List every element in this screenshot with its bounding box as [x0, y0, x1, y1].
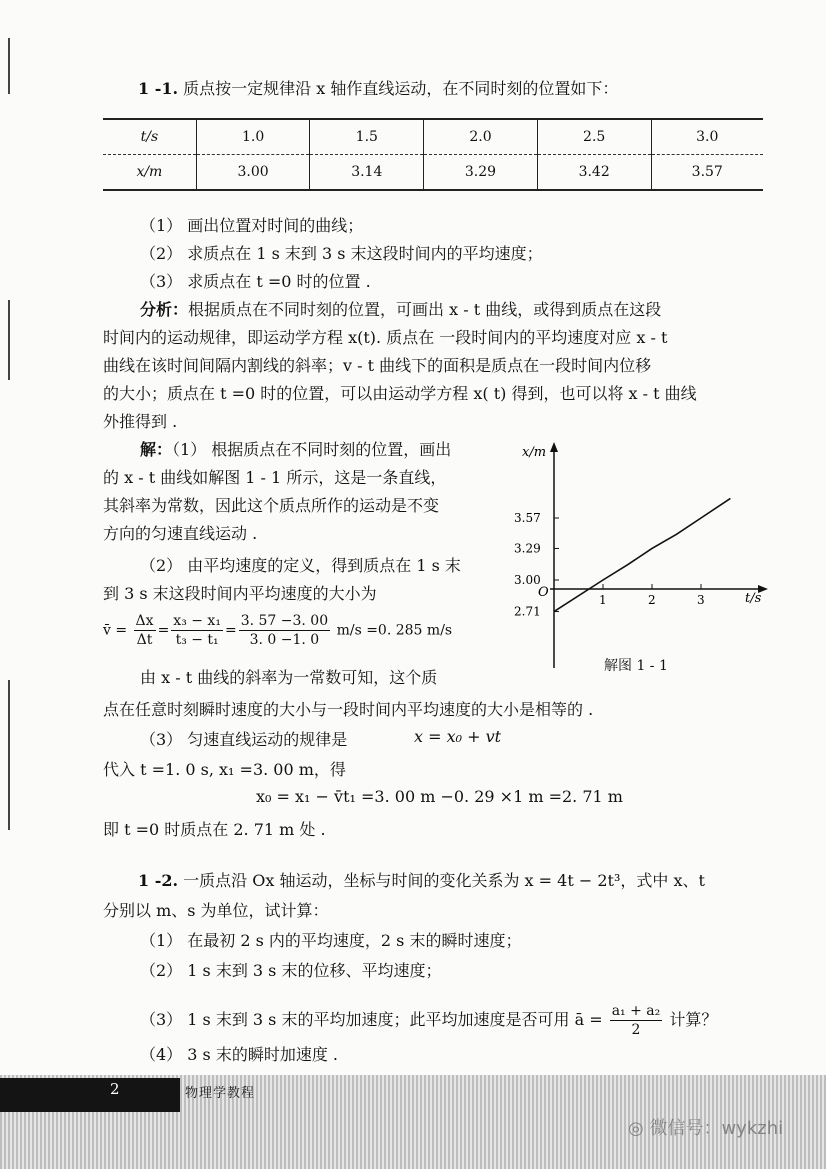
analysis-line-4: 的大小；质点在 t =0 时的位置，可以由运动学方程 x( t) 得到，也可以将 x - t 曲线 [103, 384, 697, 403]
table-cell: t/s [103, 119, 196, 155]
p2-question-1: （1） 在最初 2 s 内的平均速度，2 s 末的瞬时速度； [140, 931, 522, 950]
analysis-line-3: 曲线在该时间间隔内割线的斜率；v - t 曲线下的面积是质点在一段时间内位移 [103, 356, 652, 375]
x-tick-label: 3 [697, 593, 705, 607]
table-row [103, 155, 763, 191]
y-tick-label: 3.29 [514, 541, 541, 556]
analysis-label: 分析： [140, 300, 189, 319]
table-cell: 2.0 [424, 119, 538, 155]
fraction [171, 612, 223, 649]
y-tick-label: 2.71 [514, 604, 541, 619]
table-cell: 3.00 [196, 155, 310, 191]
scan-margin-mark [8, 300, 10, 380]
position-table [103, 118, 763, 191]
conclusion: 即 t =0 时质点在 2. 71 m 处 . [103, 820, 326, 839]
book-title-footer: 物理学教程 [185, 1086, 256, 1101]
p2-question-3-text: （3） 1 s 末到 3 s 末的平均加速度；此平均加速度是否可用 ā = [140, 1010, 603, 1029]
problem-1-statement: 质点按一定规律沿 x 轴作直线运动，在不同时刻的位置如下： [183, 79, 619, 98]
fraction [610, 1002, 663, 1039]
x-tick-label: 2 [648, 593, 656, 607]
fraction-denominator: Δt [136, 632, 153, 648]
part3-text: （3） 匀速直线运动的规律是 [140, 730, 348, 749]
question-1: （1） 画出位置对时间的曲线； [140, 216, 364, 235]
solution-line-4: 方向的匀速直线运动 . [103, 524, 258, 543]
origin-label: O [538, 585, 549, 600]
solution-line-1 [140, 437, 451, 460]
analysis-line-1 [140, 297, 661, 320]
analysis-line-2: 时间内的运动规律，即运动学方程 x(t). 质点在 一段时间内的平均速度对应 x - t [103, 328, 668, 347]
page-number: 2 [110, 1080, 120, 1098]
question-3: （3） 求质点在 t =0 时的位置 . [140, 272, 371, 291]
page-number-tab [0, 1078, 180, 1112]
question-2: （2） 求质点在 1 s 末到 3 s 末这段时间内的平均速度； [140, 244, 543, 263]
fraction [134, 612, 156, 649]
p2-question-2: （2） 1 s 末到 3 s 末的位移、平均速度； [140, 961, 442, 980]
continuation-line-2: 点在任意时刻瞬时速度的大小与一段时间内平均速度的大小是相等的 . [103, 700, 594, 719]
y-tick-label: 3.57 [514, 511, 541, 525]
problem-2-statement: 一质点沿 Ox 轴运动，坐标与时间的变化关系为 x = 4t − 2t³，式中 x、t [183, 871, 705, 890]
x0-formula: x₀ = x₁ − v̄t₁ =3. 00 m −0. 29 ×1 m =2. 71 m [256, 787, 623, 806]
table-cell: 3.57 [651, 155, 763, 191]
wechat-icon: ◎ [628, 1118, 644, 1139]
problem-1-number: 1 -1. [138, 79, 179, 98]
fraction-numerator: x₃ − x₁ [173, 613, 221, 629]
table-cell: 1.0 [196, 119, 310, 155]
y-axis-arrow [550, 442, 558, 452]
scan-margin-mark [8, 680, 10, 830]
table-cell: 3.0 [651, 119, 763, 155]
table-cell: x/m [103, 155, 196, 191]
p2-question-3-tail: 计算？ [669, 1010, 718, 1029]
velocity-formula: v̄ = $\frac{\Delta x}{\Delta t}$ = $\frac{\text{x₃ − x₁}}{\text{t₃ − t₁}}$ = $\frac{3. 57 -3. 00}{3. 0 -1. 0}$ m/s =0. 285 m/s [103, 613, 453, 648]
x-axis-label: t/s [745, 591, 762, 606]
problem-2-header [138, 868, 705, 891]
formula-result: m/s =0. 285 m/s [336, 622, 453, 639]
solution-line-6: 到 3 s 末这段时间内平均速度的大小为 [103, 584, 377, 603]
problem-2-number: 1 -2. [138, 871, 179, 890]
table-cell: 1.5 [310, 119, 424, 155]
part3-formula: x = x₀ + vt [414, 727, 502, 746]
figure-caption: 解图 1 - 1 [604, 658, 668, 674]
continuation-line-1: 由 x - t 曲线的斜率为一常数可知，这个质 [140, 668, 438, 687]
solution-label: 解： [140, 440, 173, 459]
fraction-numerator: 3. 57 −3. 00 [240, 613, 329, 629]
table-cell: 3.42 [537, 155, 651, 191]
table-row [103, 119, 763, 155]
fraction [239, 612, 330, 649]
x-tick-label: 1 [599, 593, 607, 607]
substitute-text: 代入 t =1. 0 s, x₁ =3. 00 m，得 [103, 760, 346, 779]
y-axis-label: x/m [522, 445, 547, 460]
y-tick-label: 3.00 [514, 573, 541, 587]
table-cell: 3.14 [310, 155, 424, 191]
analysis-line-5: 外推得到 . [103, 412, 178, 431]
problem-1-header [138, 76, 618, 99]
solution-line-5: （2） 由平均速度的定义，得到质点在 1 s 末 [140, 556, 461, 575]
problem-2-statement-2: 分别以 m、s 为单位，试计算： [103, 901, 329, 920]
table-cell: 2.5 [537, 119, 651, 155]
p2-question-4: （4） 3 s 末的瞬时加速度 . [140, 1045, 339, 1064]
x-t-graph [512, 440, 772, 675]
watermark-text: 微信号：wykzhi [649, 1118, 784, 1139]
solution-line-3: 其斜率为常数，因此这个质点所作的运动是不变 [103, 496, 440, 515]
analysis-text: 根据质点在不同时刻的位置，可画出 x - t 曲线，或得到质点在这段 [188, 300, 662, 319]
wechat-watermark [628, 1114, 783, 1140]
fraction-denominator: t₃ − t₁ [175, 632, 219, 648]
scan-margin-mark [8, 38, 10, 94]
fraction-numerator: a₁ + a₂ [611, 1003, 661, 1019]
fraction-denominator: 2 [631, 1022, 641, 1038]
solution-text: （1） 根据质点在不同时刻的位置，画出 [172, 440, 452, 459]
solution-line-2: 的 x - t 曲线如解图 1 - 1 所示，这是一条直线， [103, 468, 447, 487]
fraction-numerator: Δx [135, 613, 154, 629]
table-cell: 3.29 [424, 155, 538, 191]
formula-lhs: v̄ = [103, 622, 128, 639]
fraction-denominator: 3. 0 −1. 0 [249, 632, 320, 648]
p2-question-3 [140, 1002, 717, 1039]
